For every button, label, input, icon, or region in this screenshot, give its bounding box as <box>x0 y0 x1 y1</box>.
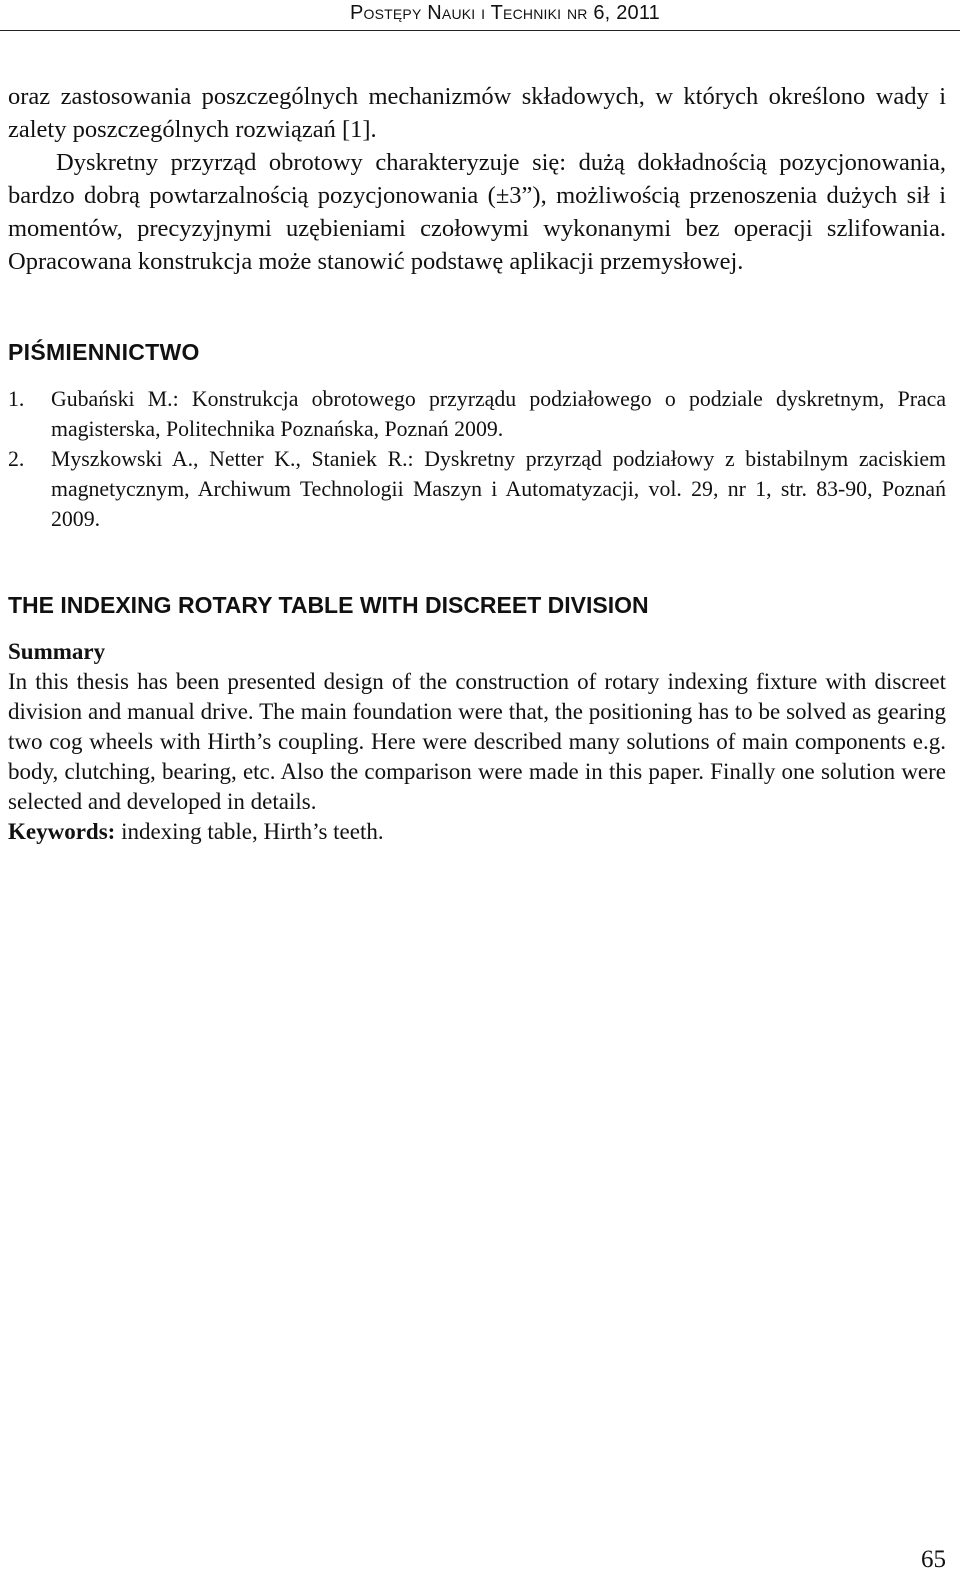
keywords-line <box>8 817 946 847</box>
summary-text: In this thesis has been presented design of the construction of rotary indexing fixture with discreet division and manual drive. The main foundation were that, the positioning has to be solved as gearing two cog wheels with Hirth’s coupling. Here were described many solutions of main components e.g. body, clutching, bearing, etc. Also the comparison were made in this paper. Finally one solution were selected and developed in details. <box>8 669 946 814</box>
reference-item <box>8 384 946 444</box>
keywords-text: indexing table, Hirth’s teeth. <box>121 819 384 844</box>
references-heading: PIŚMIENNICTWO <box>8 339 200 365</box>
body-paragraph-1: oraz zastosowania poszczególnych mechanizmów składowych, w których określono wady i zalety poszczególnych rozwiązań [1]. <box>8 83 946 143</box>
reference-text: Gubański M.: Konstrukcja obrotowego przyrządu podziałowego o podziale dyskretnym, Praca magisterska, Politechnika Poznańska, Poznań 2009. <box>51 387 946 441</box>
running-header <box>0 0 960 31</box>
reference-text: Myszkowski A., Netter K., Staniek R.: Dyskretny przyrząd podziałowy z bistabilnym zaciskiem magnetycznym, Archiwum Technologii Maszyn i Automatyzacji, vol. 29, nr 1, str. 83-90, Poznań 2009. <box>51 447 946 531</box>
journal-header: Postępy Nauki i Techniki nr 6, 2011 <box>349 2 660 24</box>
page-content <box>8 80 946 847</box>
page-number: 65 <box>921 1546 946 1573</box>
references-list <box>8 384 946 534</box>
english-title: THE INDEXING ROTARY TABLE WITH DISCREET DIVISION <box>8 592 649 618</box>
reference-item <box>8 444 946 534</box>
keywords-label: Keywords: <box>8 819 116 844</box>
reference-number: 2. <box>8 447 25 471</box>
body-paragraph-2: Dyskretny przyrząd obrotowy charakteryzuje się: dużą dokładnością pozycjonowania, bardzo dobrą powtarzalnością pozycjonowania (±3”), możliwością przenoszenia dużych sił i momentów, precyzyjnymi uzębieniami czołowymi wykonanymi bez operacji szlifowania. Opracowana konstrukcja może stanowić podstawę aplikacji przemysłowej. <box>8 149 946 275</box>
reference-number: 1. <box>8 387 25 411</box>
summary-label: Summary <box>8 639 106 664</box>
